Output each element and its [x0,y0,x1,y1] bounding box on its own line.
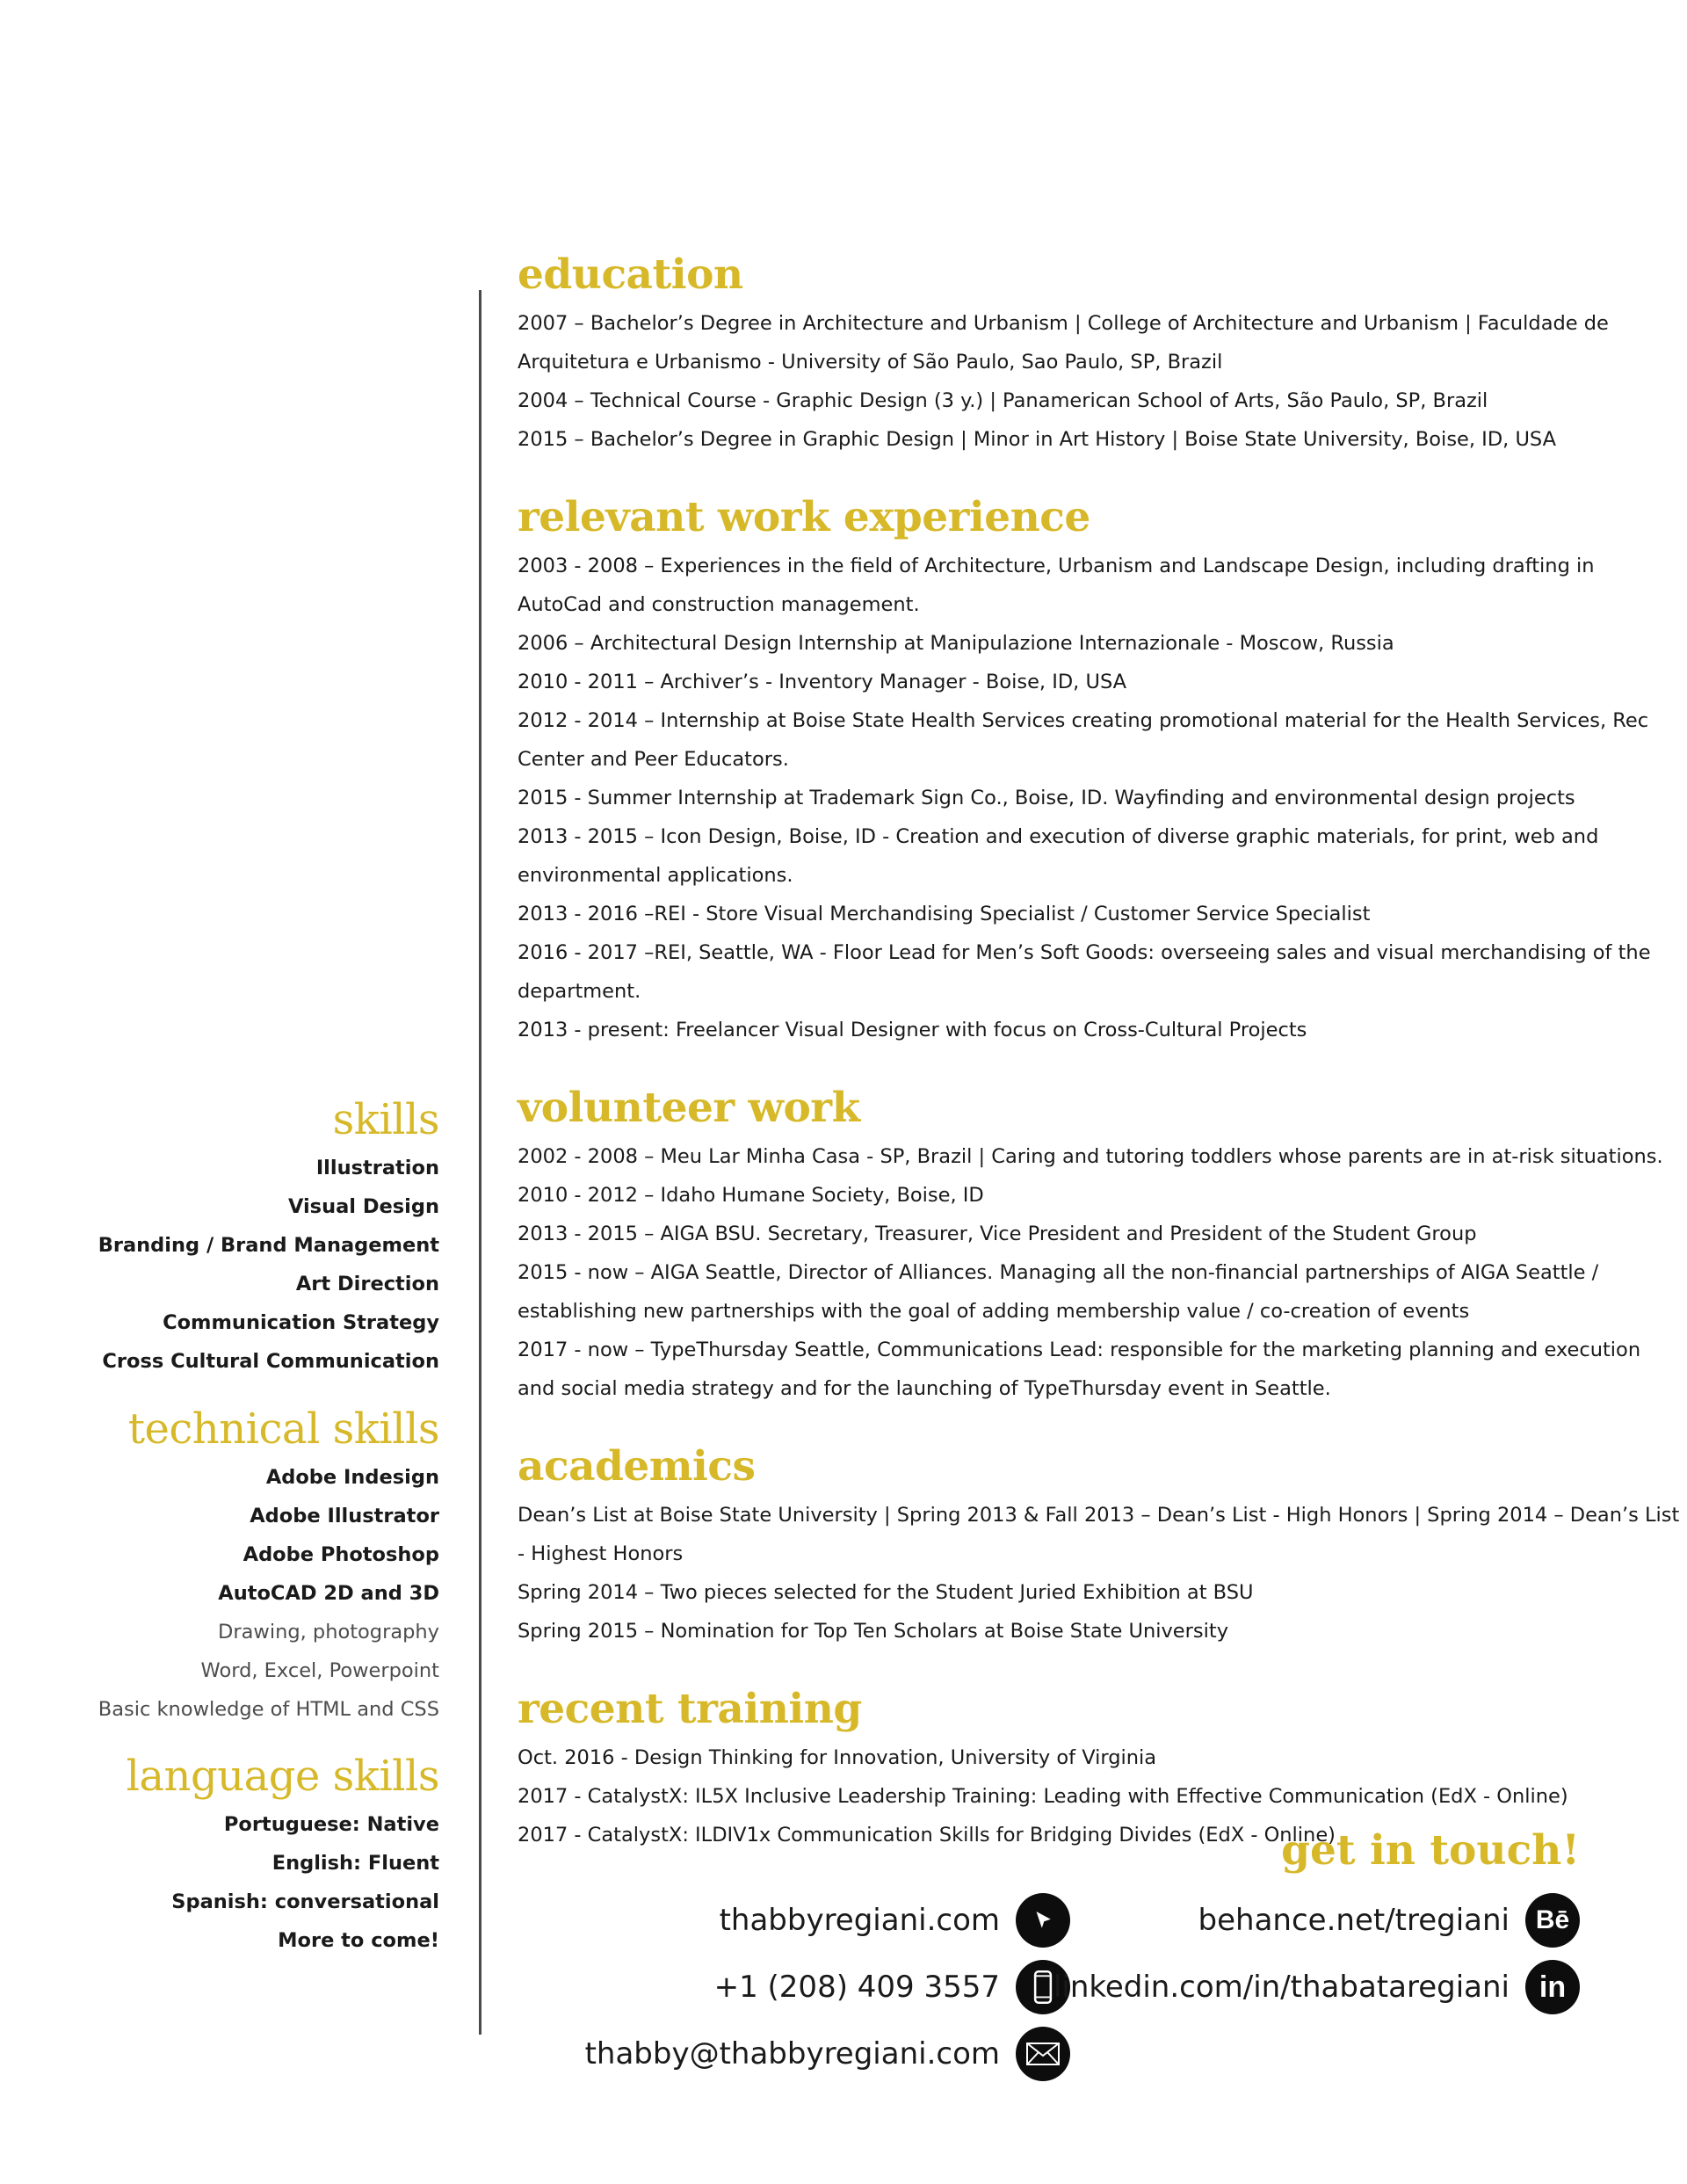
volunteer-line: 2017 - now – TypeThursday Seattle, Communications Lead: responsible for the marketing planning and execution [518,1339,1641,1361]
volunteer-line: 2013 - 2015 – AIGA BSU. Secretary, Treasurer, Vice President and President of the Student Group [518,1223,1477,1245]
work-line: 2013 - 2015 – Icon Design, Boise, ID - Creation and execution of diverse graphic materials, for print, web and [518,825,1599,848]
email-contact[interactable] [585,2027,1070,2081]
skills-heading: skills [332,1095,439,1144]
academics-line: Spring 2015 – Nomination for Top Ten Scholars at Boise State University [518,1620,1229,1643]
language-item: Portuguese: Native [223,1813,439,1836]
education-heading: education [518,250,743,299]
behance-icon: Bē [1525,1893,1580,1948]
training-heading: recent training [518,1685,862,1733]
technical-skill-item: Drawing, photography [218,1621,439,1643]
skills-section [53,1091,439,1381]
work-line: Center and Peer Educators. [518,748,789,771]
training-line: Oct. 2016 - Design Thinking for Innovation, University of Virginia [518,1746,1157,1769]
language-item: English: Fluent [272,1852,439,1875]
language-skills-section [53,1747,439,1960]
skill-item: Communication Strategy [163,1311,439,1334]
technical-skill-item: Adobe Indesign [265,1466,439,1489]
volunteer-line: establishing new partnerships with the goal of adding membership value / co-creation of events [518,1300,1470,1323]
get-in-touch-heading: get in touch! [1281,1826,1580,1875]
volunteer-heading: volunteer work [518,1084,860,1132]
academics-heading: academics [518,1442,756,1491]
language-item: More to come! [278,1929,439,1952]
education-line: 2007 – Bachelor’s Degree in Architecture and Urbanism | College of Architecture and Urbanism | Faculdade de [518,312,1609,335]
email-link[interactable]: thabby@thabbyregiani.com [584,2036,1000,2072]
work-line: 2013 - present: Freelancer Visual Designer with focus on Cross-Cultural Projects [518,1019,1307,1041]
technical-skill-item: AutoCAD 2D and 3D [218,1582,439,1605]
academics-line: Dean’s List at Boise State University | Spring 2013 & Fall 2013 – Dean’s List - High Honors | Spring 2014 – Dean’s List [518,1504,1680,1527]
work-line: 2010 - 2011 – Archiver’s - Inventory Manager - Boise, ID, USA [518,671,1127,693]
language-item: Spanish: conversational [171,1890,439,1913]
phone-contact[interactable] [714,1960,1070,2014]
work-section [518,489,1651,1049]
work-heading: relevant work experience [518,493,1090,541]
skill-item: Visual Design [287,1195,439,1218]
technical-skill-item: Basic knowledge of HTML and CSS [98,1698,439,1721]
volunteer-line: and social media strategy and for the launching of TypeThursday event in Seattle. [518,1377,1331,1400]
academics-section [518,1438,1680,1651]
work-line: 2003 - 2008 – Experiences in the field of Architecture, Urbanism and Landscape Design, including drafting in [518,555,1595,577]
volunteer-line: 2010 - 2012 – Idaho Humane Society, Boise, ID [518,1184,984,1207]
work-line: environmental applications. [518,864,793,887]
academics-line: Spring 2014 – Two pieces selected for the Student Juried Exhibition at BSU [518,1581,1254,1604]
skill-item: Illustration [315,1157,439,1179]
website-link[interactable]: thabbyregiani.com [719,1903,1000,1938]
technical-skill-item: Word, Excel, Powerpoint [200,1659,439,1682]
volunteer-section [518,1079,1663,1408]
volunteer-line: 2015 - now – AIGA Seattle, Director of Alliances. Managing all the non-financial partnerships of AIGA Seattle / [518,1261,1599,1284]
technical-skills-heading: technical skills [127,1404,439,1454]
work-line: 2006 – Architectural Design Internship at Manipulazione Internazionale - Moscow, Russia [518,632,1394,655]
behance-link[interactable]: behance.net/tregiani [1198,1903,1510,1938]
vertical-divider [479,290,481,2035]
academics-line: - Highest Honors [518,1542,684,1565]
behance-contact[interactable] [1198,1893,1580,1948]
phone-link[interactable]: +1 (208) 409 3557 [713,1970,1000,2005]
envelope-icon [1016,2027,1070,2081]
education-section [518,246,1609,459]
work-line: 2012 - 2014 – Internship at Boise State Health Services creating promotional material for the Health Services, Rec [518,709,1649,732]
linkedin-contact[interactable] [1053,1960,1580,2014]
work-line: 2016 - 2017 –REI, Seattle, WA - Floor Lead for Men’s Soft Goods: overseeing sales and visual merchandising of the [518,941,1651,964]
work-line: department. [518,980,641,1003]
work-line: 2013 - 2016 –REI - Store Visual Merchandising Specialist / Customer Service Specialist [518,903,1371,925]
work-line: AutoCad and construction management. [518,593,920,616]
education-line: Arquitetura e Urbanismo - University of São Paulo, Sao Paulo, SP, Brazil [518,351,1223,374]
linkedin-link[interactable]: linkedin.com/in/thabataregiani [1053,1970,1510,2005]
main-column [518,246,1680,1854]
work-line: 2015 - Summer Internship at Trademark Sign Co., Boise, ID. Wayfinding and environmental design projects [518,787,1575,809]
linkedin-icon: in [1525,1960,1580,2014]
skill-item: Cross Cultural Communication [102,1350,439,1373]
education-line: 2015 – Bachelor’s Degree in Graphic Design | Minor in Art History | Boise State University, Boise, ID, USA [518,428,1557,451]
website-contact[interactable] [720,1893,1070,1948]
volunteer-line: 2002 - 2008 – Meu Lar Minha Casa - SP, Brazil | Caring and tutoring toddlers whose parents are in at-risk situations. [518,1145,1663,1168]
skill-item: Branding / Brand Management [98,1234,439,1257]
training-line: 2017 - CatalystX: IL5X Inclusive Leadership Training: Leading with Effective Communication (EdX - Online) [518,1785,1568,1808]
training-line: 2017 - CatalystX: ILDIV1x Communication Skills for Bridging Divides (EdX - Online) [518,1824,1336,1847]
education-line: 2004 – Technical Course - Graphic Design (3 y.) | Panamerican School of Arts, São Paulo, SP, Brazil [518,389,1488,412]
language-skills-heading: language skills [126,1752,439,1801]
technical-skills-section [53,1400,439,1729]
skill-item: Art Direction [295,1273,439,1295]
technical-skill-item: Adobe Illustrator [250,1505,439,1527]
technical-skill-item: Adobe Photoshop [243,1543,439,1566]
cursor-icon [1016,1893,1070,1948]
